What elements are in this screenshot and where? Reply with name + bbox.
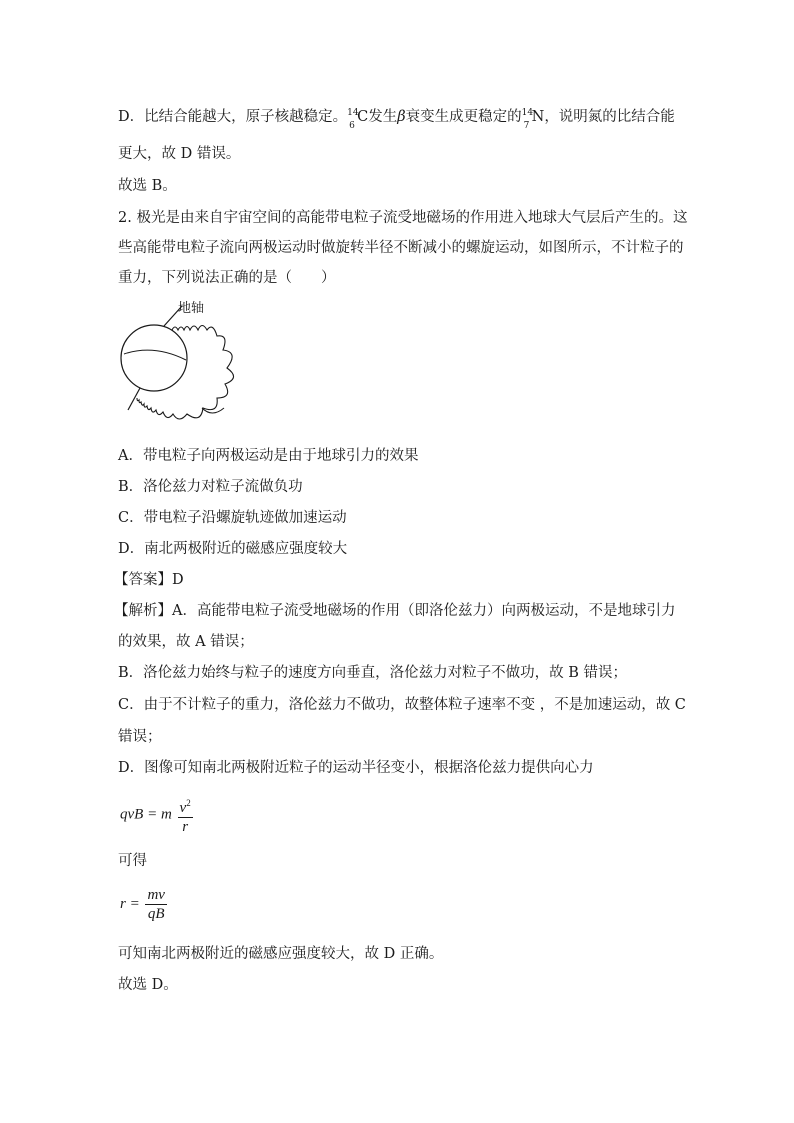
formula-centripetal: [120, 794, 193, 836]
formula1-numerator: v: [179, 800, 187, 816]
earth-circle: [121, 325, 187, 391]
option-d: D．南北两极附近的磁感应强度较大: [118, 541, 348, 557]
question-stem-line1: 2. 极光是由来自宇宙空间的高能带电粒子流受地磁场的作用进入地球大气层后产生的。这: [118, 210, 688, 226]
carbon14-nuclide: 14 6: [347, 108, 359, 131]
formula1-lhs: qvB = m: [120, 806, 172, 823]
beta-symbol: β: [397, 109, 406, 125]
axis-bottom-segment: [128, 388, 140, 410]
carbon-symbol: C: [357, 109, 369, 125]
formula2-fraction: [145, 886, 167, 923]
then-text: 可得: [118, 853, 147, 869]
analysis-c-line1: C．由于不计粒子的重力，洛伦兹力不做功，故整体粒子速率不变 ，不是加速运动，故 C: [118, 697, 686, 713]
spiral-trajectory: [137, 326, 234, 420]
prev-d-text-2: 发生: [368, 109, 398, 125]
nitrogen14-nuclide: 14 7: [521, 108, 534, 131]
question-stem-line3: 重力，下列说法正确的是（ ）: [118, 270, 336, 286]
option-a: A．带电粒子向两极运动是由于地球引力的效果: [118, 448, 419, 464]
analysis-a-line2: 的效果，故 A 错误；: [118, 634, 254, 650]
earth-spiral-diagram: [114, 296, 264, 432]
formula-radius: [120, 886, 167, 923]
formula1-fraction: [178, 794, 193, 836]
formula2-numerator: mv: [147, 887, 165, 903]
prev-conclusion: 故选 B。: [118, 178, 177, 194]
answer-line: 【答案】D: [114, 572, 184, 588]
option-c: C．带电粒子沿螺旋轨迹做加速运动: [118, 510, 347, 526]
analysis-d-line1: D．图像可知南北两极附近粒子的运动半径变小，根据洛伦兹力提供向心力: [118, 760, 594, 776]
analysis-b: B．洛伦兹力始终与粒子的速度方向垂直，洛伦兹力对粒子不做功，故 B 错误；: [118, 665, 628, 681]
aurora-spiral-figure: [114, 296, 264, 432]
formula1-denominator: r: [182, 819, 189, 835]
option-b: B．洛伦兹力对粒子流做负功: [118, 479, 303, 495]
prev-option-d-line1: [118, 107, 675, 131]
prev-d-text-4: ，说明氮的比结合能: [544, 109, 675, 125]
axis-label: 地轴: [178, 301, 205, 316]
prev-d-text-3: 衰变生成更稳定的: [405, 109, 522, 125]
nitrogen-symbol: N: [531, 109, 545, 125]
analysis-a-line1: 【解析】A．高能带电粒子流受地磁场的作用（即洛伦兹力）向两极运动，不是地球引力: [114, 603, 676, 619]
analysis-conclusion: 故选 D。: [118, 977, 178, 993]
formula2-lhs: r =: [120, 896, 140, 912]
prev-option-d-line2: 更大，故 D 错误。: [118, 146, 241, 162]
formula2-denominator: qB: [147, 906, 165, 922]
question-stem-line2: 些高能带电粒子流向两极运动时做旋转半径不断减小的螺旋运动，如图所示，不计粒子的: [118, 240, 684, 256]
formula1-exponent: 2: [186, 798, 191, 808]
analysis-d-line2: 可知南北两极附近的磁感应强度较大，故 D 正确。: [118, 946, 444, 962]
earth-inner-curve: [124, 350, 186, 360]
prev-d-text-1: D．比结合能越大，原子核越稳定。: [118, 109, 348, 125]
analysis-c-line2: 错误；: [118, 729, 162, 745]
